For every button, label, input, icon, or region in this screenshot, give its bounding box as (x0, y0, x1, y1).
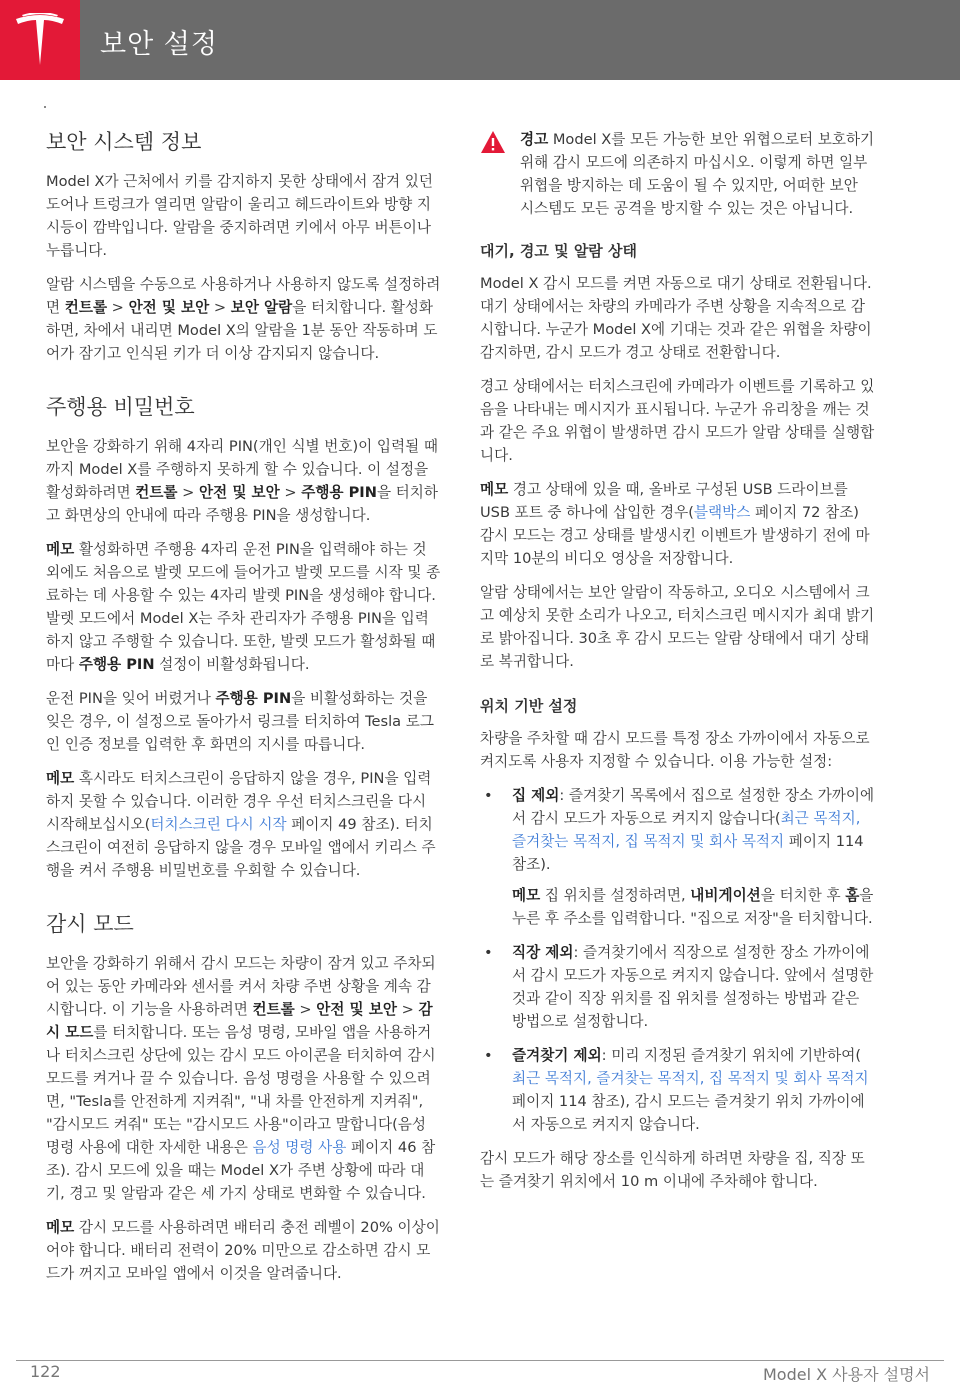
note: 메모 감시 모드를 사용하려면 배터리 충전 레벨이 20% 이상이어야 합니다. 배터리 전력이 20% 미만으로 감소하면 감시 모드가 꺼지고 모바일 앱에서 이것을 알려줍니다. (46, 1219, 440, 1282)
right-column (480, 128, 875, 1204)
section-title-sentry: 감시 모드 (46, 912, 134, 936)
paragraph: Model X가 근처에서 키를 감지하지 못한 상태에서 잠겨 있던 도어나 트렁크가 열리면 알람이 울리고 헤드라이트와 방향 지시등이 깜박입니다. 알람을 중지하려면 키에서 아무 버튼이나 누릅니다. (46, 173, 433, 259)
left-column (46, 128, 441, 1296)
link-voice-commands[interactable]: 음성 명령 사용 (252, 1139, 347, 1156)
warning-icon (480, 128, 508, 220)
marker-dot (44, 106, 46, 108)
link-destinations[interactable]: 최근 목적지, 즐겨찾는 목적지, 집 목적지 및 회사 목적지 (512, 810, 861, 850)
note: 메모 활성화하면 주행용 4자리 운전 PIN을 입력해야 하는 것 외에도 처음으로 발렛 모드에 들어가고 발렛 모드를 시작 및 종료하는 데 사용할 수 있는 4자리 발렛 PIN을 생성해야 합니다. 발렛 모드에서 Model X는 주차 관리자가 주행용 PIN을 입력하지 않고 주행할 수 있습니다. 또한, 발렛 모드가 활성화될 때마다 주행용 PIN 설정이 비활성화됩니다. (46, 541, 441, 673)
note: 메모 집 위치를 설정하려면, 내비게이션을 터치한 후 홈을 누른 후 주소를 입력합니다. "집으로 저장"을 터치합니다. (512, 887, 874, 927)
paragraph: 알람 시스템을 수동으로 사용하거나 사용하지 않도록 설정하려면 컨트롤 > 안전 및 보안 > 보안 알람을 터치합니다. 활성화하면, 차에서 내리면 Model X의 알람을 1분 동안 작동하며 도어가 잠기고 인식된 키가 더 이상 감지되지 않습니다. (46, 276, 441, 362)
tesla-logo-icon (14, 13, 66, 67)
paragraph: 차량을 주차할 때 감시 모드를 특정 장소 가까이에서 자동으로 켜지도록 사용자 지정할 수 있습니다. 이용 가능한 설정: (480, 730, 870, 770)
page-header (0, 0, 960, 80)
paragraph: Model X 감시 모드를 켜면 자동으로 대기 상태로 전환됩니다. 대기 상태에서는 차량의 카메라가 주변 상황을 지속적으로 감시합니다. 누군가 Model X에 기대는 것과 같은 위협을 차량이 감지하면, 감시 모드가 경고 상태로 전환합니다. (480, 275, 872, 361)
warning-text: 경고 Model X를 모든 가능한 보안 위협으로터 보호하기 위해 감시 모드에 의존하지 마십시오. 이렇게 하면 일부 위협을 방지하는 데 도움이 될 수 있지만, 어떠한 보안 시스템도 모든 공격을 방지할 수 있는 것은 아닙니다. (520, 131, 875, 217)
location-options-list (480, 784, 875, 1136)
paragraph: 보안을 강화하기 위해서 감시 모드는 차량이 잠겨 있고 주차되어 있는 동안 카메라와 센서를 켜서 차량 주변 상황을 계속 감시합니다. 이 기능을 사용하려면 컨트롤 > 안전 및 보안 > 감시 모드를 터치합니다. 또는 음성 명령, 모바일 앱을 사용하거나 터치스크린 상단에 있는 감시 모드 아이콘을 터치하여 감시 모드를 켜거나 끌 수 있습니다. 음성 명령을 사용할 수 있으려면, "Tesla를 안전하게 지켜줘", "내 차를 안전하게 지켜줘", "감시모드 켜줘" 또는 "감시모드 사용"이라고 말합니다(음성 명령 사용에 대한 자세한 내용은 음성 명령 사용 페이지 46 참조). 감시 모드에 있을 때는 Model X가 주변 상황에 따라 대기, 경고 및 알람과 같은 세 가지 상태로 변화할 수 있습니다. (46, 955, 436, 1202)
section-title-location: 위치 기반 설정 (480, 697, 578, 715)
paragraph: 보안을 강화하기 위해 4자리 PIN(개인 식별 번호)이 입력될 때까지 Model X를 주행하지 못하게 할 수 있습니다. 이 설정을 활성화하려면 컨트롤 > 안전 및 보안 > 주행용 PIN을 터치하고 화면상의 안내에 따라 주행용 PIN을 생성합니다. (46, 438, 438, 524)
list-item: • 직장 제외: 즐겨찾기에서 직장으로 설정한 장소 가까이에서 감시 모드가 자동으로 켜지지 않습니다. 앞에서 설명한 것과 같이 직장 위치를 집 위치를 설정하는 방법과 같은 방법으로 설정합니다. (480, 941, 875, 1033)
link-destinations[interactable]: 최근 목적지, 즐겨찾는 목적지, 집 목적지 및 회사 목적지 (512, 1070, 869, 1087)
manual-title: Model X 사용자 설명서 (763, 1365, 930, 1384)
page-title: 보안 설정 (100, 29, 218, 60)
section-title-states: 대기, 경고 및 알람 상태 (480, 242, 637, 260)
paragraph: 감시 모드가 해당 장소를 인식하게 하려면 차량을 집, 직장 또는 즐겨찾기 위치에서 10 m 이내에 주차해야 합니다. (480, 1150, 865, 1190)
paragraph: 경고 상태에서는 터치스크린에 카메라가 이벤트를 기록하고 있음을 나타내는 메시지가 표시됩니다. 누군가 유리창을 깨는 것과 같은 주요 위협이 발생하면 감시 모드가 알람 상태를 실행합니다. (480, 378, 875, 464)
tesla-logo (0, 0, 80, 80)
link-touchscreen-restart[interactable]: 터치스크린 다시 시작 (150, 816, 287, 833)
section-title-security-info: 보안 시스템 정보 (46, 130, 202, 154)
footer-divider (16, 1360, 944, 1361)
paragraph: 운전 PIN을 잊어 버렸거나 주행용 PIN을 비활성화하는 것을 잊은 경우, 이 설정으로 돌아가서 링크를 터치하여 Tesla 로그인 인증 정보를 입력한 후 화면의 지시를 따릅니다. (46, 690, 434, 753)
warning-box (480, 128, 875, 220)
list-item: • 집 제외: 즐겨찾기 목록에서 집으로 설정한 장소 가까이에서 감시 모드가 자동으로 켜지지 않습니다(최근 목적지, 즐겨찾는 목적지, 집 목적지 및 회사 목적지 페이지 114 참조). 메모 집 위치를 설정하려면, 내비게이션을 터치한 후 홈을 누른 후 주소를 입력합니다. "집으로 저장"을 터치합니다. (480, 784, 875, 930)
section-title-pin: 주행용 비밀번호 (46, 395, 195, 419)
note: 메모 경고 상태에 있을 때, 올바로 구성된 USB 드라이브를 USB 포트 중 하나에 삽입한 경우(블랙박스 페이지 72 참조) 감시 모드는 경고 상태를 발생시킨 이벤트가 발생하기 전에 마지막 10분의 비디오 영상을 저장합니다. (480, 481, 870, 567)
list-item: • 즐겨찾기 제외: 미리 지정된 즐겨찾기 위치에 기반하여( 최근 목적지, 즐겨찾는 목적지, 집 목적지 및 회사 목적지 페이지 114 참조), 감시 모드는 즐겨찾기 위치 가까이에서 자동으로 켜지지 않습니다. (480, 1044, 875, 1136)
paragraph: 알람 상태에서는 보안 알람이 작동하고, 오디오 시스템에서 크고 예상치 못한 소리가 나오고, 터치스크린 메시지가 최대 밝기로 밝아집니다. 30초 후 감시 모드는 알람 상태에서 대기 상태로 복귀합니다. (480, 584, 875, 670)
note: 메모 혹시라도 터치스크린이 응답하지 않을 경우, PIN을 입력하지 못할 수 있습니다. 이러한 경우 우선 터치스크린을 다시 시작해보십시오(터치스크린 다시 시작 페이지 49 참조). 터치스크린이 여전히 응답하지 않을 경우 모바일 앱에서 키리스 주행을 켜서 주행용 비밀번호를 우회할 수 있습니다. (46, 770, 436, 879)
page-number: 122 (30, 1362, 61, 1381)
link-dashcam[interactable]: 블랙박스 (693, 504, 751, 521)
